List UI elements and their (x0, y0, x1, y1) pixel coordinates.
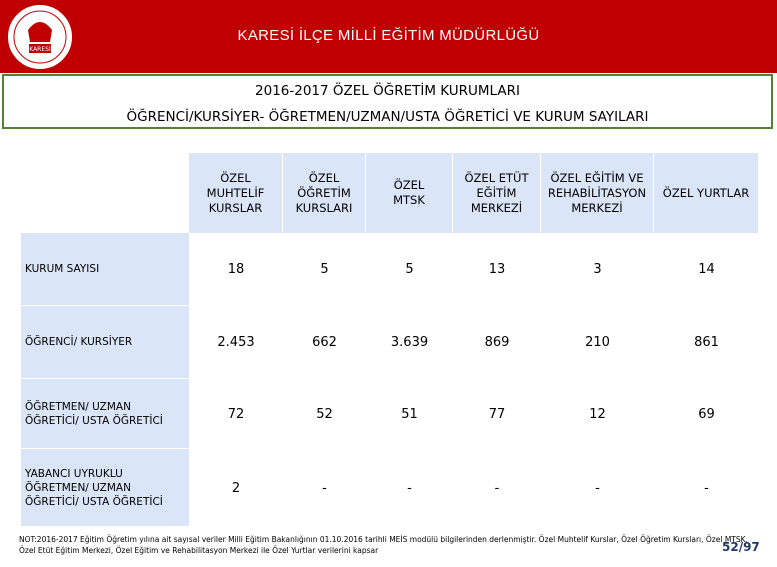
column-header (541, 153, 654, 233)
table-cell: 18 (227, 262, 245, 277)
column-header (654, 153, 759, 233)
row-header (21, 306, 189, 379)
cell-text-line: KURSLAR (208, 200, 263, 215)
table-cell: 3.639 (390, 335, 429, 350)
table-cell: - (704, 480, 709, 496)
cell-text-line: KURSLARI (295, 200, 353, 215)
column-header (366, 153, 453, 233)
cell-text-line: ÖĞRETİCİ/ USTA ÖĞRETİCİ (25, 414, 163, 427)
table-cell: 861 (694, 335, 719, 350)
table-cell: 13 (488, 262, 506, 277)
footnote: NOT:2016-2017 Eğitim Öğretim yılına ait sayısal veriler Milli Eğitim Bakanlığının 01.10.2016 tarihli MEİS modülü bilgilerinden derlenmiştir. Özel Muhtelif Kurslar, Özel Öğretim Kursları, Özel MTSK, Özel Etüt Eğitim Merkezi, Özel Eğitim ve Rehabilitasyon Merkezi ile Özel Yurtlar verilerini kapsar (19, 535, 748, 555)
cell-text-line: ÖĞRETMEN/ UZMAN (25, 481, 131, 494)
cell-text-line: MERKEZİ (470, 200, 523, 215)
table-cell: 5 (405, 262, 414, 277)
row-header (21, 449, 189, 527)
cell-text-line: ÖZEL (393, 178, 425, 192)
table-cell: 69 (698, 406, 715, 422)
cell-text-line: MUHTELİF (206, 185, 265, 200)
cell-text-line: MERKEZİ (571, 200, 623, 215)
cell-text-line: ÖĞRETMEN/ UZMAN (25, 400, 131, 413)
table-cell: 12 (589, 406, 606, 422)
table-cell: - (407, 480, 412, 496)
table-cell: 51 (401, 406, 418, 422)
table-cell: 2 (231, 480, 241, 496)
row-header (21, 379, 189, 449)
table-cell: 662 (312, 335, 337, 350)
column-header (189, 153, 283, 233)
cell-text-line: REHABİLİTASYON (547, 185, 647, 200)
cell-text-line: ÖĞRETİCİ/ USTA ÖĞRETİCİ (25, 495, 163, 508)
table-cell: - (322, 480, 327, 496)
table-cell: 210 (585, 335, 610, 350)
cell-text-line: ÖZEL EĞİTİM VE (550, 170, 644, 185)
cell-text-line: MTSK (393, 193, 425, 207)
table-cell: 72 (227, 406, 245, 422)
cell-text-line: ÖĞRETİM (297, 185, 351, 200)
table-cell: 2.453 (217, 335, 255, 350)
cell-text-line: ÖZEL YURTLAR (662, 185, 750, 200)
cell-text-line: ÖZEL ETÜT (464, 170, 529, 185)
table-cell: 52 (316, 406, 333, 422)
table-cell: - (595, 480, 600, 496)
row-header (21, 233, 189, 306)
cell-text-line: KURUM SAYISI (25, 263, 100, 275)
cell-text-line: ÖZEL (220, 170, 251, 185)
cell-text-line: ÖZEL (308, 170, 340, 185)
header-title: KARESİ İLÇE MİLLİ EĞİTİM MÜDÜRLÜĞÜ (237, 27, 540, 44)
cell-text-line: ÖĞRENCİ/ KURSİYER (25, 336, 133, 348)
cell-text-line: YABANCI UYRUKLU (25, 467, 123, 480)
page-number: 52/97 (722, 540, 760, 554)
header-bar (0, 0, 777, 73)
column-header (453, 153, 541, 233)
report-title-line1: 2016-2017 ÖZEL ÖĞRETİM KURUMLARI (255, 83, 520, 99)
table-cell: - (494, 480, 500, 496)
table-cell: 14 (698, 262, 715, 277)
table-cell: 77 (488, 406, 506, 422)
table-cell: 5 (320, 262, 329, 277)
report-title-line2: ÖĞRENCİ/KURSİYER- ÖĞRETMEN/UZMAN/USTA ÖĞRETİCİ VE KURUM SAYILARI (126, 109, 649, 125)
svg-text:KARESİ: KARESİ (29, 46, 51, 53)
table-cell: 869 (484, 335, 510, 350)
cell-text-line: EĞİTİM (476, 185, 517, 200)
report-title-box (2, 74, 773, 129)
table-cell: 3 (593, 262, 602, 277)
column-header (283, 153, 366, 233)
